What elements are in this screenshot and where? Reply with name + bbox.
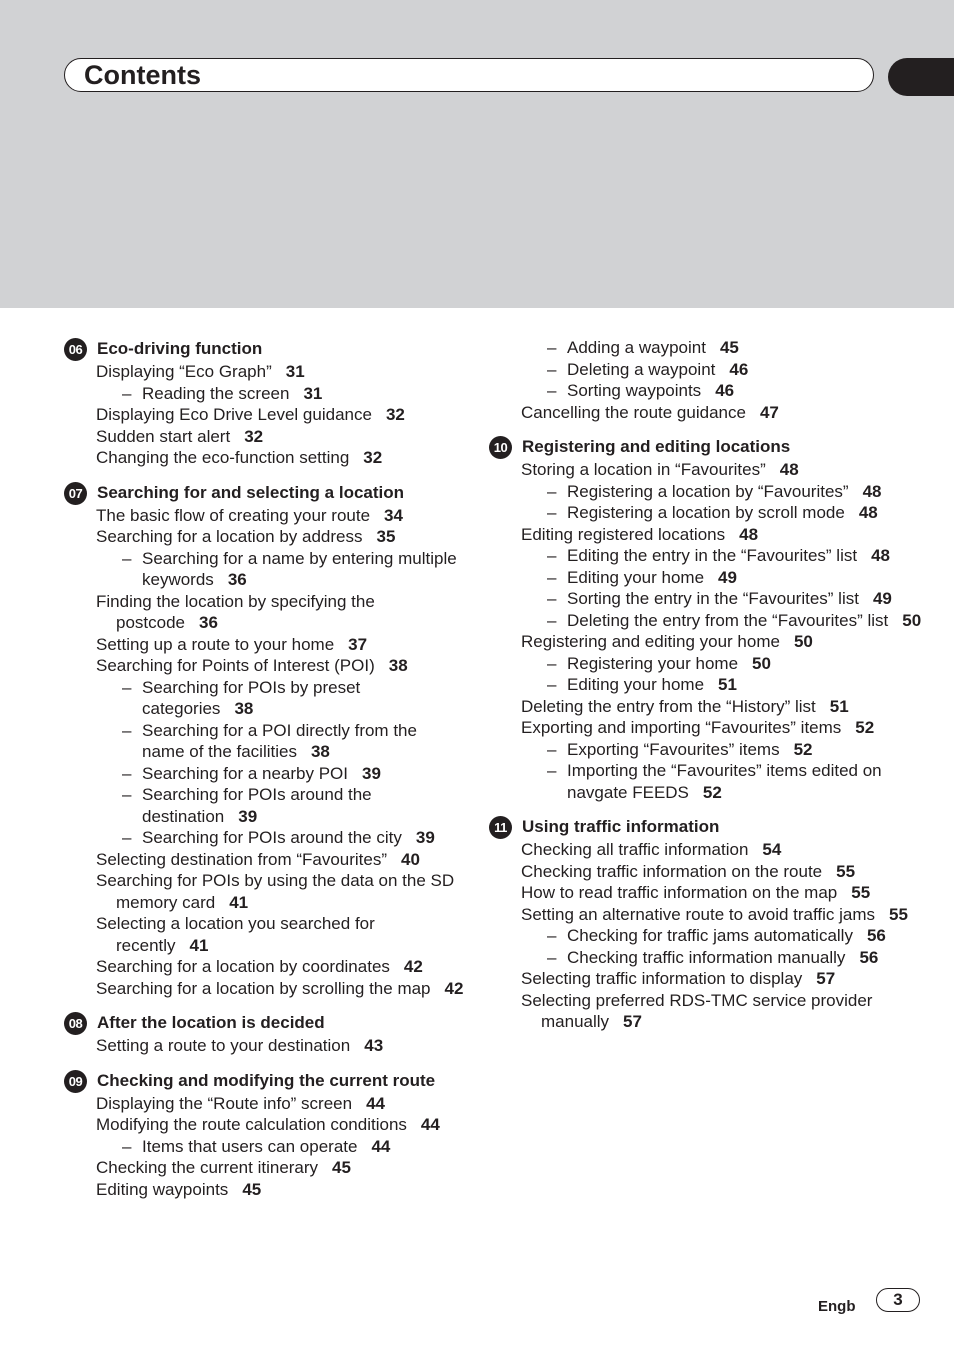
- toc-page-number: 55: [889, 904, 908, 924]
- toc-entry-text: Reading the screen: [142, 383, 290, 403]
- toc-page-number: 57: [816, 969, 836, 988]
- toc-page-number: 45: [242, 1179, 262, 1199]
- toc-page-number: 34: [384, 505, 403, 525]
- toc-left-column: [64, 337, 464, 1212]
- toc-entry-text: Searching for a nearby POI: [142, 763, 349, 783]
- toc-subentry[interactable]: [489, 739, 929, 761]
- toc-entry-text: Setting up a route to your home: [96, 634, 335, 654]
- toc-entry-text: Exporting “Favourites” items: [567, 739, 780, 759]
- toc-entry-text: Checking for traffic jams automatically: [567, 926, 853, 945]
- toc-page-number: 49: [872, 589, 892, 608]
- toc-page-number: 31: [303, 383, 323, 403]
- toc-page-number: 46: [729, 359, 749, 379]
- toc-page-number: 40: [401, 849, 420, 869]
- toc-entry[interactable]: [64, 591, 464, 634]
- dash-bullet: –: [547, 359, 557, 379]
- section-heading[interactable]: [489, 435, 929, 459]
- toc-entry-text: Editing your home: [567, 567, 705, 587]
- toc-page-number: 42: [444, 978, 464, 998]
- dash-bullet: –: [547, 675, 557, 694]
- toc-entry-text: Searching for POIs around the destination: [142, 785, 372, 826]
- toc-entry-text: Deleting the entry from the “History” list: [521, 696, 816, 716]
- toc-entry-text: Cancelling the route guidance: [521, 402, 746, 422]
- toc-page-number: 37: [348, 634, 368, 654]
- toc-page-number: 50: [793, 632, 813, 651]
- toc-section-10: [489, 435, 929, 803]
- toc-entry[interactable]: [489, 459, 929, 481]
- toc-page-number: 32: [363, 448, 383, 467]
- toc-entry[interactable]: [489, 861, 929, 883]
- section-title: Checking and modifying the current route: [97, 1070, 436, 1090]
- toc-subentry[interactable]: [489, 545, 929, 567]
- toc-page-number: 47: [759, 402, 779, 422]
- dash-bullet: –: [547, 567, 557, 587]
- toc-entry[interactable]: [64, 956, 464, 978]
- toc-entry-text: Checking all traffic information: [521, 840, 749, 859]
- toc-entry[interactable]: [64, 1114, 464, 1136]
- toc-subentry[interactable]: [64, 677, 464, 720]
- toc-entry-text: Selecting preferred RDS-TMC service provider manually: [521, 990, 873, 1031]
- toc-section-08: [64, 1011, 464, 1057]
- chapter-number-badge: 06: [64, 338, 87, 361]
- toc-subentry[interactable]: [489, 380, 929, 402]
- chapter-number-badge: 08: [64, 1012, 87, 1035]
- toc-entry[interactable]: [489, 990, 929, 1033]
- section-title: Searching for and selecting a location: [97, 482, 405, 502]
- toc-subentry[interactable]: [489, 947, 929, 969]
- toc-entry[interactable]: [489, 839, 929, 861]
- toc-subentry[interactable]: [489, 760, 929, 803]
- toc-page-number: 49: [718, 567, 737, 587]
- toc-page-number: 56: [859, 947, 879, 967]
- toc-entry-text: Deleting a waypoint: [567, 359, 716, 379]
- dash-bullet: –: [547, 653, 557, 673]
- toc-entry-text: Items that users can operate: [142, 1136, 358, 1156]
- toc-entry-text: Sorting the entry in the “Favourites” list: [567, 589, 859, 608]
- page-title: Contents: [84, 60, 201, 90]
- toc-page-number: 48: [862, 481, 882, 501]
- toc-entry[interactable]: [64, 426, 464, 448]
- toc-page-number: 48: [739, 524, 759, 544]
- toc-entry[interactable]: [64, 913, 464, 956]
- dash-bullet: –: [547, 481, 557, 501]
- toc-entry[interactable]: [489, 882, 929, 904]
- dash-bullet: –: [122, 763, 132, 783]
- section-title: Eco-driving function: [97, 339, 263, 358]
- toc-entry-text: Adding a waypoint: [567, 338, 706, 357]
- toc-subentry[interactable]: [489, 610, 929, 632]
- toc-entry-text: Displaying “Eco Graph”: [96, 362, 272, 381]
- toc-page-number: 56: [866, 926, 886, 945]
- toc-entry-text: Searching for POIs around the city: [142, 828, 402, 847]
- toc-entry[interactable]: [64, 978, 464, 1000]
- toc-page-number: 52: [855, 718, 875, 737]
- toc-section-09-continued: [489, 337, 929, 423]
- toc-entry-text: Registering a location by scroll mode: [567, 503, 845, 522]
- toc-page-number: 32: [244, 426, 264, 446]
- toc-page-number: 38: [310, 742, 330, 761]
- dash-bullet: –: [547, 947, 557, 967]
- toc-entry[interactable]: [64, 447, 464, 469]
- toc-section-11: [489, 815, 929, 1033]
- toc-entry-text: Searching for a location by scrolling the map: [96, 978, 431, 998]
- toc-entry-text: Editing waypoints: [96, 1179, 229, 1199]
- toc-entry[interactable]: [489, 904, 929, 926]
- toc-subentry[interactable]: [489, 502, 929, 524]
- toc-page-number: 43: [364, 1036, 384, 1055]
- toc-page-number: 39: [238, 806, 258, 826]
- toc-entry[interactable]: [64, 849, 464, 871]
- dash-bullet: –: [547, 546, 557, 565]
- toc-subentry[interactable]: [64, 1136, 464, 1158]
- toc-entry[interactable]: [64, 1157, 464, 1179]
- toc-entry-text: Selecting traffic information to display: [521, 969, 803, 988]
- toc-entry-text: Searching for Points of Interest (POI): [96, 656, 375, 675]
- toc-entry[interactable]: [64, 404, 464, 426]
- toc-entry-text: Importing the “Favourites” items edited on navgate FEEDS: [567, 761, 882, 802]
- toc-page-number: 38: [234, 699, 254, 718]
- toc-page-number: 51: [829, 696, 849, 716]
- toc-entry-text: Storing a location in “Favourites”: [521, 460, 766, 479]
- dash-bullet: –: [547, 761, 557, 780]
- section-heading[interactable]: [64, 481, 464, 505]
- toc-subentry[interactable]: [489, 925, 929, 947]
- toc-page-number: 32: [385, 405, 405, 424]
- section-heading[interactable]: [64, 1069, 464, 1093]
- toc-page-number: 50: [902, 610, 922, 630]
- section-heading[interactable]: [64, 337, 464, 361]
- toc-entry-text: Selecting destination from “Favourites”: [96, 849, 388, 869]
- dash-bullet: –: [547, 503, 557, 522]
- toc-entry[interactable]: [64, 1035, 464, 1057]
- toc-entry-text: Editing the entry in the “Favourites” list: [567, 546, 858, 565]
- toc-page-number: 52: [702, 782, 722, 802]
- toc-page-number: 39: [362, 763, 381, 783]
- toc-subentry[interactable]: [64, 827, 464, 849]
- toc-page-number: 45: [332, 1158, 351, 1177]
- chapter-number-badge: 07: [64, 482, 87, 505]
- toc-entry-text: Registering and editing your home: [521, 632, 780, 651]
- dash-bullet: –: [547, 381, 557, 400]
- section-title: After the location is decided: [97, 1013, 325, 1032]
- toc-entry-text: Selecting a location you searched for recently: [96, 914, 375, 955]
- chapter-number-badge: 11: [489, 816, 512, 839]
- toc-page-number: 42: [403, 957, 423, 976]
- toc-page-number: 54: [762, 840, 782, 859]
- toc-subentry[interactable]: [489, 567, 929, 589]
- section-heading[interactable]: [489, 815, 929, 839]
- header-band: [0, 0, 954, 308]
- toc-page-number: 57: [623, 1012, 642, 1031]
- page-number: 3: [876, 1288, 920, 1312]
- toc-subentry[interactable]: [64, 784, 464, 827]
- toc-page-number: 45: [719, 338, 739, 357]
- toc-page-number: 44: [366, 1093, 385, 1113]
- toc-page-number: 44: [371, 1136, 391, 1156]
- dash-bullet: –: [122, 677, 132, 697]
- toc-entry[interactable]: [489, 968, 929, 990]
- toc-entry-text: Checking the current itinerary: [96, 1158, 319, 1177]
- toc-entry-text: Searching for a name by entering multiple keywords: [142, 548, 457, 589]
- toc-entry-text: Deleting the entry from the “Favourites” list: [567, 610, 889, 630]
- dash-bullet: –: [547, 338, 557, 357]
- toc-page-number: 36: [227, 570, 247, 589]
- toc-subentry[interactable]: [64, 548, 464, 591]
- toc-entry[interactable]: [489, 402, 929, 424]
- toc-entry[interactable]: [64, 1093, 464, 1115]
- dash-bullet: –: [547, 589, 557, 608]
- toc-entry-text: Searching for a POI directly from the name of the facilities: [142, 720, 417, 761]
- toc-entry[interactable]: [489, 631, 929, 653]
- toc-page-number: 31: [285, 362, 305, 381]
- dash-bullet: –: [122, 548, 132, 568]
- toc-entry-text: Exporting and importing “Favourites” items: [521, 718, 842, 737]
- toc-subentry[interactable]: [489, 337, 929, 359]
- toc-subentry[interactable]: [64, 383, 464, 405]
- toc-entry[interactable]: [64, 526, 464, 548]
- toc-entry[interactable]: [64, 505, 464, 527]
- toc-subentry[interactable]: [489, 588, 929, 610]
- dash-bullet: –: [547, 739, 557, 759]
- toc-entry[interactable]: [64, 655, 464, 677]
- dash-bullet: –: [122, 1136, 132, 1156]
- toc-page-number: 36: [199, 613, 218, 632]
- toc-section-09: [64, 1069, 464, 1201]
- toc-entry-text: Searching for a location by address: [96, 527, 363, 546]
- section-title: Using traffic information: [522, 817, 720, 836]
- toc-page-number: 41: [229, 892, 249, 912]
- toc-entry-text: Changing the eco-function setting: [96, 448, 350, 467]
- toc-entry-text: Displaying Eco Drive Level guidance: [96, 405, 372, 424]
- toc-entry-text: Searching for POIs by using the data on the SD memory card: [96, 871, 455, 912]
- toc-entry-text: Editing your home: [567, 675, 705, 694]
- chapter-number-badge: 10: [489, 436, 512, 459]
- toc-entry-text: The basic flow of creating your route: [96, 505, 371, 525]
- toc-page-number: 48: [871, 546, 890, 565]
- toc-page-number: 48: [858, 503, 878, 522]
- toc-entry-text: Checking traffic information on the route: [521, 861, 823, 881]
- chapter-number-badge: 09: [64, 1070, 87, 1093]
- toc-entry-text: Registering a location by “Favourites”: [567, 481, 849, 501]
- toc-subentry[interactable]: [489, 674, 929, 696]
- dash-bullet: –: [547, 610, 557, 630]
- dash-bullet: –: [122, 785, 132, 804]
- toc-entry-text: Modifying the route calculation conditions: [96, 1115, 407, 1134]
- toc-entry-text: Finding the location by specifying the postcode: [96, 591, 375, 632]
- toc-entry-text: Editing registered locations: [521, 524, 726, 544]
- toc-entry-text: Setting an alternative route to avoid traffic jams: [521, 904, 876, 924]
- toc-page-number: 55: [836, 861, 856, 881]
- toc-entry-text: Registering your home: [567, 653, 739, 673]
- toc-entry-text: Setting a route to your destination: [96, 1036, 351, 1055]
- toc-entry[interactable]: [64, 361, 464, 383]
- toc-page-number: 38: [388, 656, 408, 675]
- toc-page-number: 52: [793, 739, 813, 759]
- toc-entry-text: Searching for POIs by preset categories: [142, 677, 361, 718]
- toc-page-number: 44: [420, 1115, 440, 1134]
- toc-entry-text: Displaying the “Route info” screen: [96, 1093, 353, 1113]
- toc-page-number: 35: [376, 527, 396, 546]
- toc-page-number: 55: [851, 883, 871, 902]
- dash-bullet: –: [122, 383, 132, 403]
- toc-entry-text: Searching for a location by coordinates: [96, 957, 390, 976]
- toc-page-number: 51: [718, 675, 737, 694]
- toc-subentry[interactable]: [64, 763, 464, 785]
- section-tab-marker: [888, 58, 954, 96]
- toc-section-06: [64, 337, 464, 469]
- toc-entry-text: How to read traffic information on the map: [521, 883, 838, 902]
- toc-entry-text: Checking traffic information manually: [567, 947, 846, 967]
- toc-page-number: 50: [752, 653, 771, 673]
- toc-subentry[interactable]: [489, 653, 929, 675]
- title-pill: [64, 58, 874, 92]
- toc-entry-text: Sudden start alert: [96, 426, 231, 446]
- toc-subentry[interactable]: [64, 720, 464, 763]
- toc-page-number: 39: [415, 828, 435, 847]
- dash-bullet: –: [547, 926, 557, 945]
- toc-entry-text: Sorting waypoints: [567, 381, 702, 400]
- toc-subentry[interactable]: [489, 481, 929, 503]
- section-title: Registering and editing locations: [522, 437, 791, 456]
- toc-entry[interactable]: [489, 524, 929, 546]
- toc-page-number: 46: [715, 381, 735, 400]
- toc-page-number: 48: [779, 460, 799, 479]
- toc-section-07: [64, 481, 464, 1000]
- toc-entry[interactable]: [489, 696, 929, 718]
- toc-page-number: 41: [189, 935, 209, 955]
- toc-right-column: [489, 337, 929, 1045]
- toc-subentry[interactable]: [489, 359, 929, 381]
- toc-entry[interactable]: [64, 1179, 464, 1201]
- toc-entry[interactable]: [64, 870, 464, 913]
- toc-entry[interactable]: [489, 717, 929, 739]
- language-label: Engb: [818, 1298, 856, 1315]
- dash-bullet: –: [122, 720, 132, 740]
- toc-entry[interactable]: [64, 634, 464, 656]
- dash-bullet: –: [122, 828, 132, 847]
- section-heading[interactable]: [64, 1011, 464, 1035]
